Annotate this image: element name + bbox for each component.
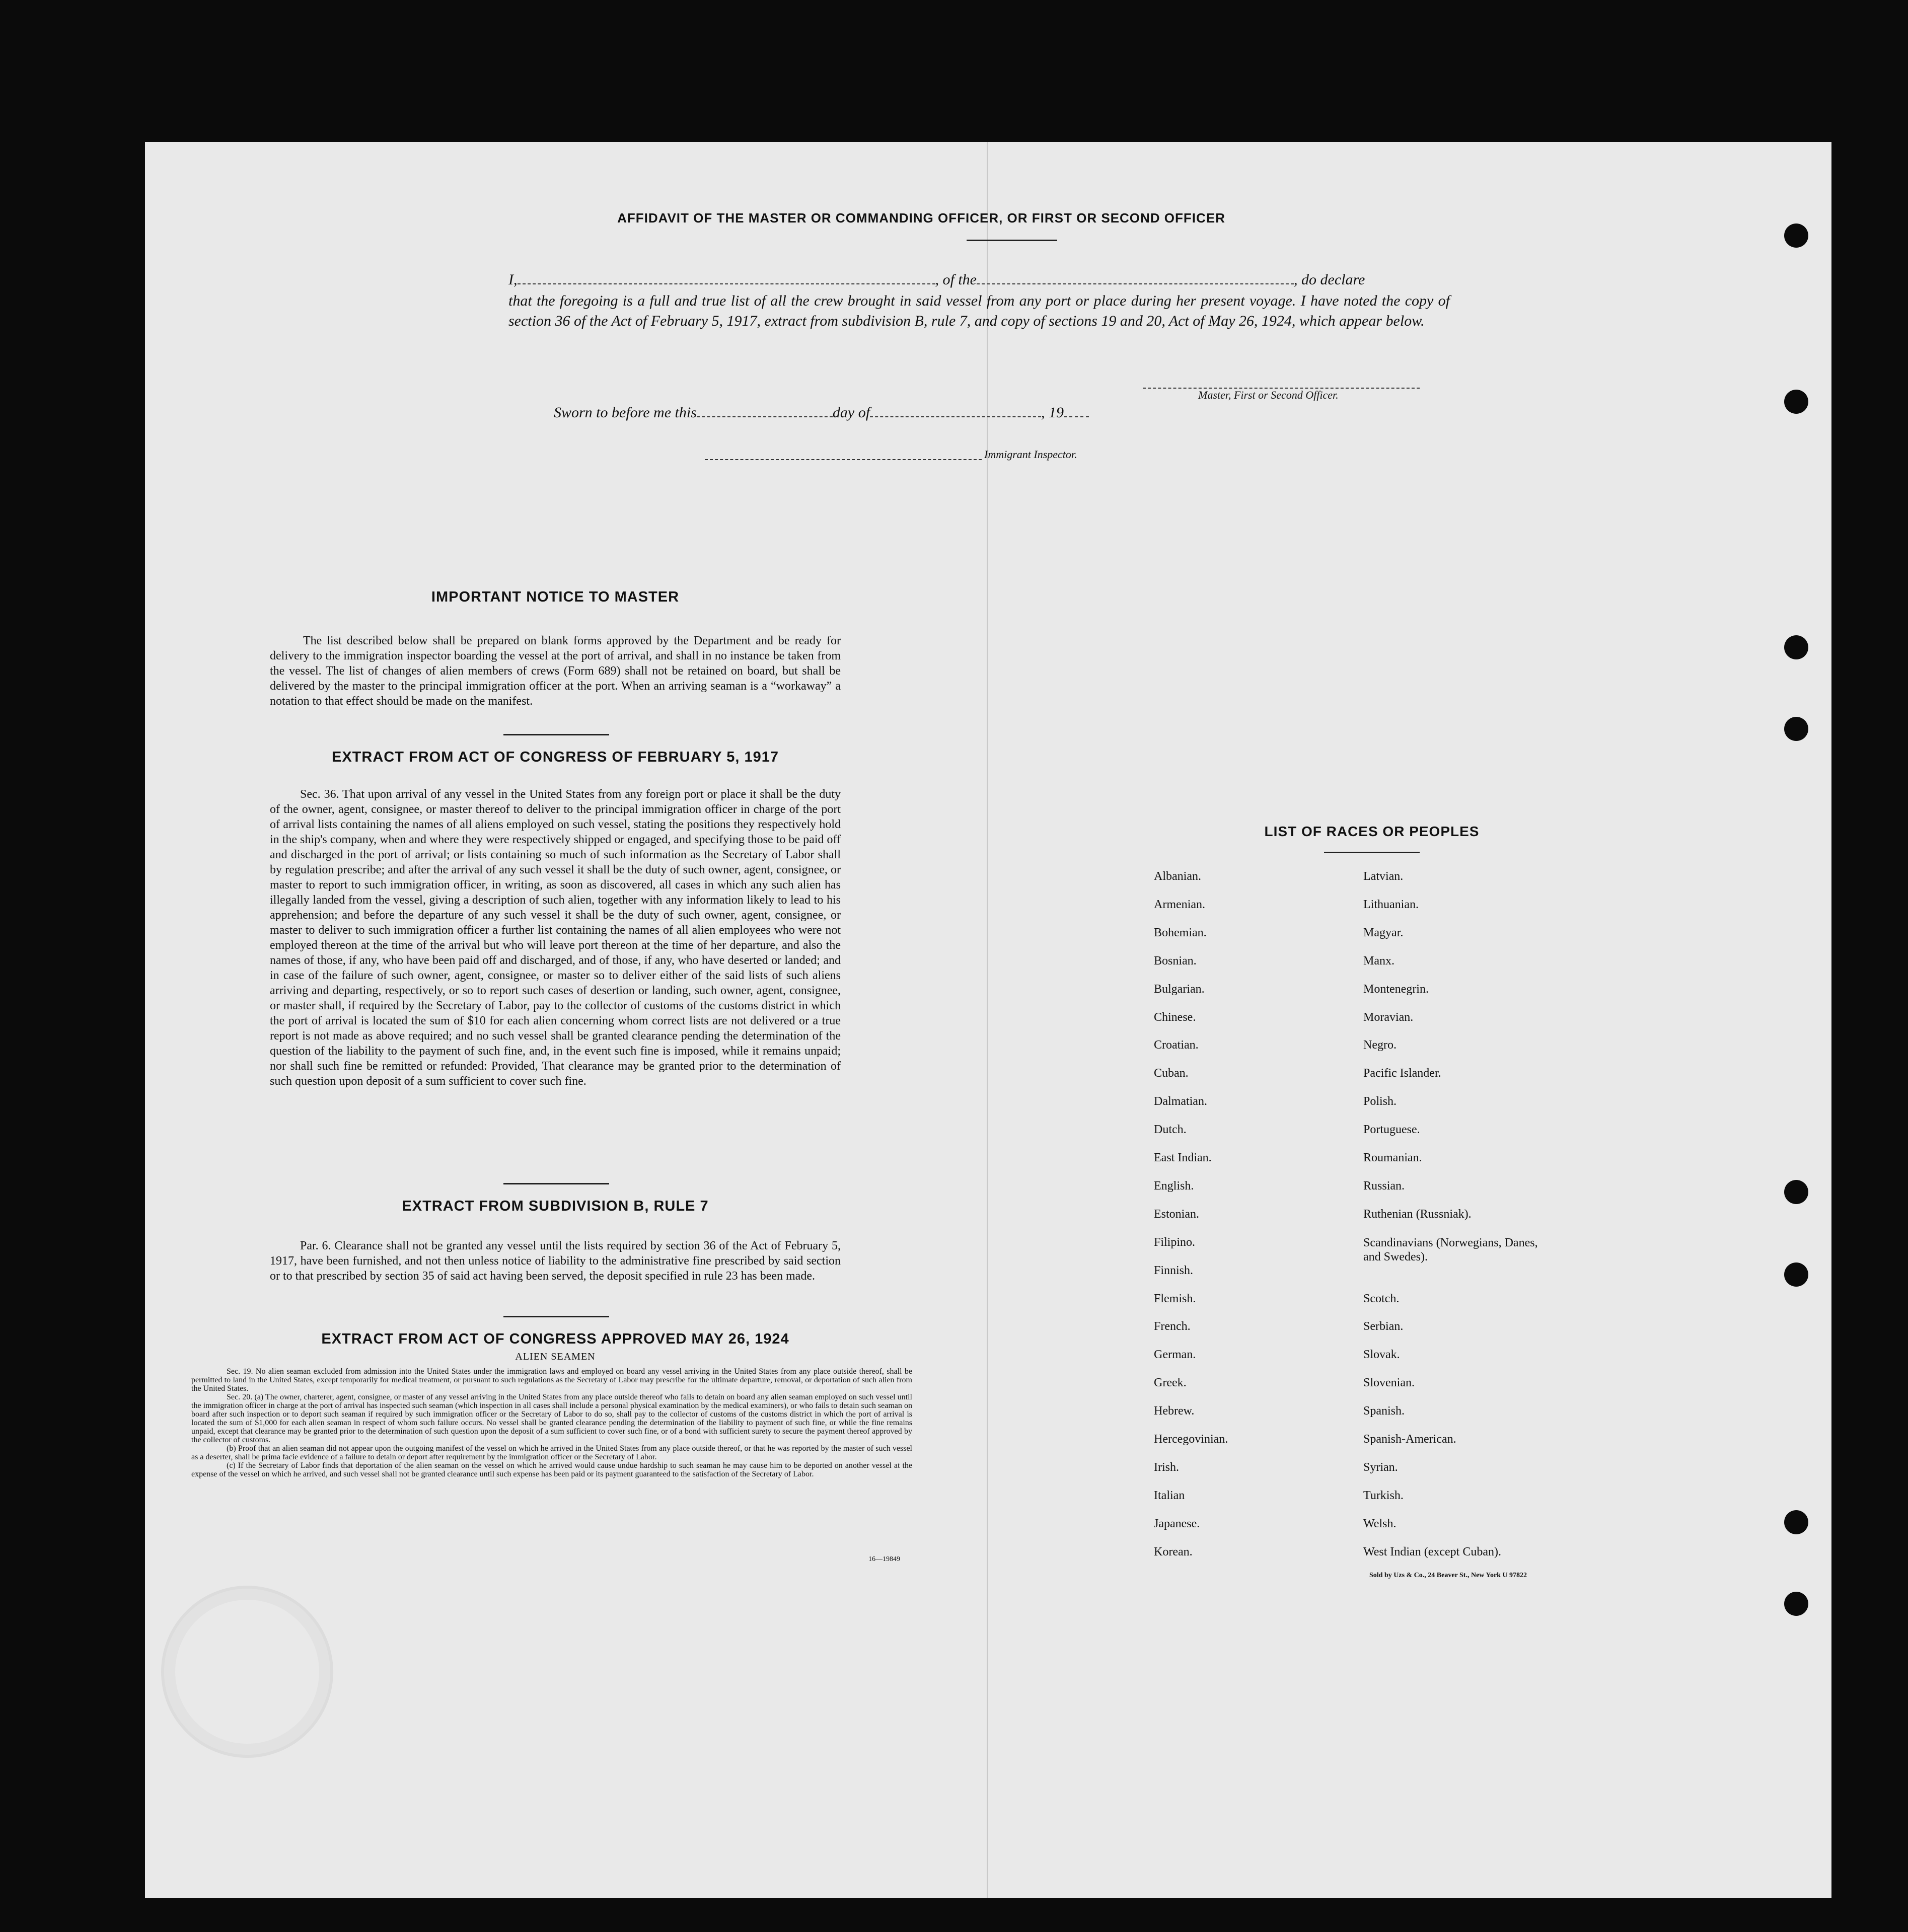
race-item: Slovenian. <box>1363 1376 1415 1389</box>
binder-hole <box>1784 1510 1808 1534</box>
race-item: Slovak. <box>1363 1348 1400 1361</box>
race-item: Portuguese. <box>1363 1123 1420 1136</box>
race-item: Moravian. <box>1363 1011 1414 1024</box>
race-item: Flemish. <box>1154 1292 1196 1305</box>
binder-hole <box>1784 635 1808 659</box>
race-item: Bosnian. <box>1154 954 1197 968</box>
race-item: Russian. <box>1363 1179 1405 1193</box>
race-item: Dutch. <box>1154 1123 1187 1136</box>
race-item: East Indian. <box>1154 1151 1212 1164</box>
sec19-text: Sec. 19. No alien seaman excluded from admission into the United States under the immigration laws and employed on board any vessel arriving in the United States from any place outside thereof, shall be permitted to land in the United States, except temporarily for medical treatment, or pursuant to such regulations as the Secretary of Labor may prescribe for the ultimate departure, removal, or deportation of such alien from the United States. <box>191 1367 912 1393</box>
extract-1917-rule <box>503 1183 609 1184</box>
affidavit-body: that the foregoing is a full and true list of all the crew brought in said vessel from any port or place during her present voyage. I have noted the copy of section 36 of the Act of February 5, 1917, extract from subdivision B, rule 7, and copy of sections 19 and 20, Act of May 26, 1924, which appear below. <box>508 292 1450 329</box>
race-item: Croatian. <box>1154 1038 1199 1052</box>
extract-1924-subtitle: ALIEN SEAMEN <box>515 1351 596 1362</box>
binder-hole <box>1784 1262 1808 1287</box>
race-item: Hercegovinian. <box>1154 1433 1228 1446</box>
day-of-label: day of <box>832 404 870 421</box>
race-item: Pacific Islander. <box>1363 1067 1441 1080</box>
master-signature-label: Master, First or Second Officer. <box>1198 389 1339 401</box>
extract-1924-body <box>191 1367 912 1478</box>
rule7-text: Par. 6. Clearance shall not be granted any vessel until the lists required by section 36 of the Act of February 5, 1917, have been furnished, and not then unless notice of liability to the administrative fine prescribed by said section or to that prescribed by section 35 of said act having been served, the deposit specified in rule 23 has been made. <box>270 1239 841 1283</box>
race-item: Syrian. <box>1363 1461 1398 1474</box>
race-item: Latvian. <box>1363 870 1404 883</box>
race-item: Cuban. <box>1154 1067 1189 1080</box>
binder-hole <box>1784 390 1808 414</box>
race-item: Greek. <box>1154 1376 1187 1389</box>
race-item: Irish. <box>1154 1461 1179 1474</box>
sec20c-text: (c) If the Secretary of Labor finds that deportation of the alien seaman on the vessel on which he arrived would cause undue hardship to such seaman he may cause him to be deported on another vessel at the expense of the vessel on which he arrived, and such vessel shall not be granted clearance until such expense has been paid or its payment guaranteed to the satisfaction of the Secretary of Labor. <box>191 1461 912 1478</box>
binder-hole <box>1784 1180 1808 1204</box>
extract-1924-title: EXTRACT FROM ACT OF CONGRESS APPROVED MAY 26, 1924 <box>321 1331 789 1347</box>
race-item: Dalmatian. <box>1154 1095 1207 1108</box>
year-label: , 19 <box>1041 404 1064 421</box>
binder-hole <box>1784 224 1808 248</box>
race-item: Polish. <box>1363 1095 1397 1108</box>
affidavit-title-rule <box>967 240 1057 241</box>
race-item: Japanese. <box>1154 1517 1200 1530</box>
affidavit-i-label: I, <box>508 271 518 288</box>
race-item: Spanish-American. <box>1363 1433 1456 1446</box>
sworn-year-blank[interactable] <box>1064 405 1089 417</box>
race-item: Magyar. <box>1363 926 1404 939</box>
race-item: West Indian (except Cuban). <box>1363 1545 1501 1558</box>
race-item: Hebrew. <box>1154 1404 1195 1418</box>
race-item: Manx. <box>1363 954 1395 968</box>
race-item: German. <box>1154 1348 1196 1361</box>
embossed-seal <box>161 1586 333 1758</box>
inspector-signature-line[interactable] <box>705 448 982 460</box>
sworn-line <box>554 403 1089 423</box>
vessel-blank[interactable] <box>977 272 1294 284</box>
race-item: Lithuanian. <box>1363 898 1419 911</box>
rule7-rule <box>503 1316 609 1317</box>
affidavit-declaration-line <box>508 270 1450 290</box>
extract-1917-title: EXTRACT FROM ACT OF CONGRESS OF FEBRUARY 5, 1917 <box>331 749 779 765</box>
inspector-signature-label: Immigrant Inspector. <box>984 448 1077 461</box>
race-item: Armenian. <box>1154 898 1205 911</box>
extract-1917-text: Sec. 36. That upon arrival of any vessel in the United States from any foreign port or place it shall be the duty of the owner, agent, consignee, or master thereof to deliver to the principal immigration officer in charge of the port of arrival lists containing the names of all aliens employed on such vessel, stating the positions they respectively hold in the ship's company, when and where they were respectively shipped or engaged, and specifying those to be paid off and discharged in the port of arrival; or lists containing so much of such information as the Secretary of Labor shall by regulation prescribe; and after the arrival of any such vessel it shall be the duty of such owner, agent, consignee, or master to report to such immigration officer, in writing, as soon as discovered, all cases in which any such alien has illegally landed from the vessel, giving a description of such alien, together with any information likely to lead to his apprehension; and before the departure of any such vessel it shall be the duty of such owner, agent, consignee, or master to deliver to such immigration officer a further list containing the names of all alien employees who were not employed thereon at the time of the arrival but who will leave port thereon at the time of her departure, and also the names of those, if any, who have been paid off and discharged, and of those, if any, who have deserted or landed; and in case of the failure of such owner, agent, consignee, or master so to deliver either of the said lists of such aliens arriving and departing, respectively, or so to report such cases of desertion or landing, such owner, agent, consignee, or master shall, if required by the Secretary of Labor, pay to the collector of customs of the customs district in which the port of arrival is located the sum of $10 for each alien concerning whom correct lists are not delivered or a true report is not made as above required; and no such vessel shall be granted clearance pending the determination of the question of the liability to the payment of such fine, and, in the event such fine is imposed, while it remains unpaid; nor shall such fine be remitted or refunded: Provided, That clearance may be granted prior to the determination of such question upon deposit of a sum sufficient to cover such fine. <box>270 788 841 1088</box>
race-item: French. <box>1154 1320 1191 1333</box>
form-number: 16—19849 <box>868 1555 900 1563</box>
sec20a-text: Sec. 20. (a) The owner, charterer, agent, consignee, or master of any vessel arriving in the United States from any place outside thereof who fails to detain on board any alien seaman employed on such vessel until the immigration officer in charge at the port of arrival has inspected such seaman (which inspection in all cases shall include a personal physical examination by the medical examiners), or who fails to detain such seaman on board after such inspection or to deport such seaman if required by such immigration officer or the Secretary of Labor to do so, shall pay to the collector of customs of the customs district in which the port of arrival is located the sum of $1,000 for each alien seaman in respect of whom such failure occurs. No vessel shall be granted clearance pending the determination of the liability to payment of such fine, or while the fine remains unpaid, except that clearance may be granted prior to the determination of such question upon the deposit of a sum sufficient to cover such fine, or of a bond with sufficient surety to secure the payment thereof approved by the collector of customs. <box>191 1393 912 1444</box>
affidavit-title: AFFIDAVIT OF THE MASTER OR COMMANDING OFFICER, OR FIRST OR SECOND OFFICER <box>617 210 1225 226</box>
race-item: Chinese. <box>1154 1011 1196 1024</box>
races-title-rule <box>1324 852 1420 853</box>
race-item: Spanish. <box>1363 1404 1405 1418</box>
rule7-title: EXTRACT FROM SUBDIVISION B, RULE 7 <box>402 1198 709 1214</box>
affidavit-declare-label: , do declare <box>1294 271 1365 288</box>
race-item: Albanian. <box>1154 870 1201 883</box>
sworn-month-blank[interactable] <box>870 405 1041 417</box>
races-title: LIST OF RACES OR PEOPLES <box>1264 824 1480 839</box>
race-item: Roumanian. <box>1363 1151 1422 1164</box>
race-item: Montenegrin. <box>1363 983 1429 996</box>
sworn-label: Sworn to before me this <box>554 404 697 421</box>
sec20b-text: (b) Proof that an alien seaman did not appear upon the outgoing manifest of the vessel on which he arrived in the United States from any place outside thereof, or that he was reported by the master of such vessel as a deserter, shall be prima facie evidence of a failure to detain or deport after requirement by the immigration officer or the Secretary of Labor. <box>191 1444 912 1461</box>
race-item: Turkish. <box>1363 1489 1404 1502</box>
race-item: Bohemian. <box>1154 926 1207 939</box>
race-item: Filipino. <box>1154 1236 1196 1249</box>
race-item: Welsh. <box>1363 1517 1397 1530</box>
race-item: Estonian. <box>1154 1208 1199 1221</box>
notice-rule <box>503 734 609 735</box>
binder-hole <box>1784 717 1808 741</box>
race-item: Ruthenian (Russniak). <box>1363 1208 1472 1221</box>
race-item: Finnish. <box>1154 1264 1194 1277</box>
notice-text: The list described below shall be prepared on blank forms approved by the Department and be ready for delivery to the immigration inspector boarding the vessel at the port of arrival, and shall in no instance be taken from the vessel. The list of changes of alien members of crews (Form 689) shall not be retained on board, but shall be delivered by the master to the principal immigration officer at the port. When an arriving seaman is a “workaway” a notation to that effect should be made on the manifest. <box>270 634 841 708</box>
sworn-day-blank[interactable] <box>697 405 833 417</box>
race-item: Negro. <box>1363 1038 1397 1052</box>
race-item: English. <box>1154 1179 1194 1193</box>
race-item: Bulgarian. <box>1154 983 1205 996</box>
race-item: Serbian. <box>1363 1320 1404 1333</box>
printer-imprint: Sold by Uzs & Co., 24 Beaver St., New York U 97822 <box>1369 1572 1527 1579</box>
name-blank[interactable] <box>518 272 935 284</box>
notice-title: IMPORTANT NOTICE TO MASTER <box>431 589 680 605</box>
race-item: Italian <box>1154 1489 1185 1502</box>
race-item: Scotch. <box>1363 1292 1400 1305</box>
binder-hole <box>1784 1592 1808 1616</box>
affidavit-of-the-label: , of the <box>935 271 977 288</box>
race-item: Korean. <box>1154 1545 1193 1558</box>
master-signature-line[interactable] <box>1143 377 1420 389</box>
race-item: Scandinavians (Norwegians, Danes, and Swedes). <box>1363 1236 1538 1264</box>
